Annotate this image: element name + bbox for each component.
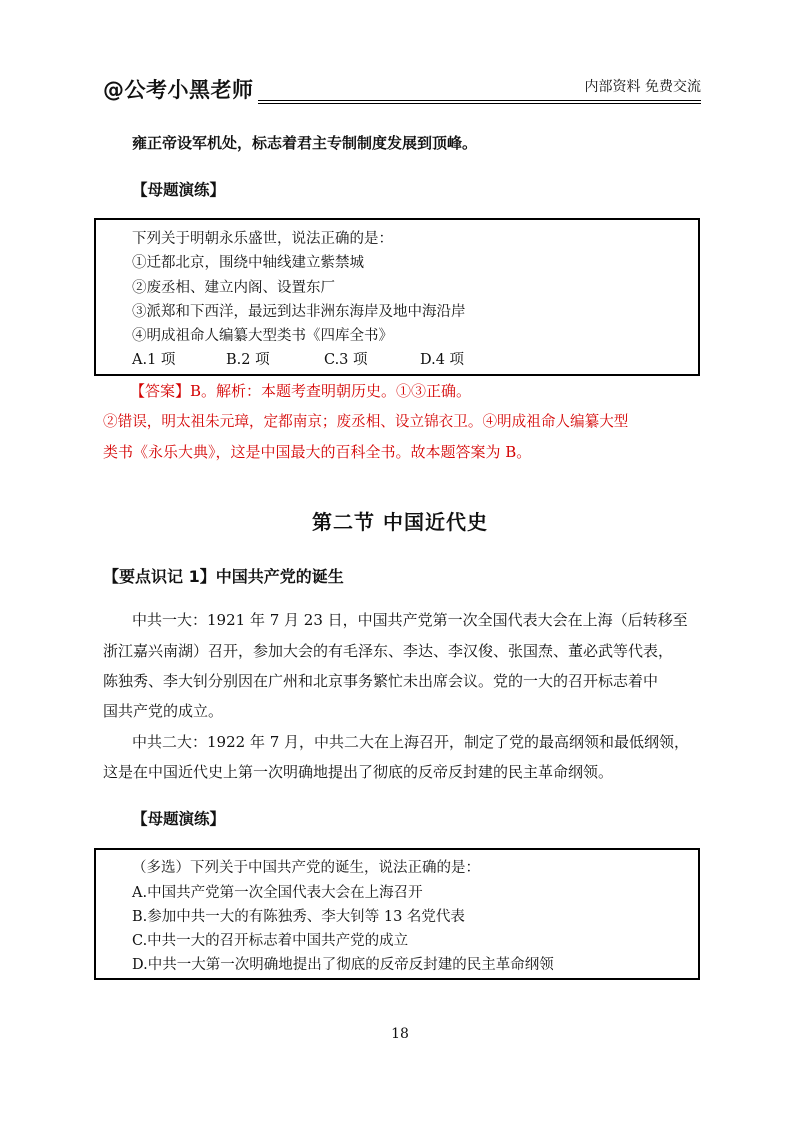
page-number: 18 <box>391 1026 409 1042</box>
practice-label-1: 【母题演练】 <box>132 181 226 199</box>
answer-1-line-3: 类书《永乐大典》，这是中国最大的百科全书。故本题答案为 B。 <box>103 443 532 461</box>
body-line-6: 这是在中国近代史上第一次明确地提出了彻底的反帝反封建的民主革命纲领。 <box>103 763 614 781</box>
q2-option-a: A.中国共产党第一次全国代表大会在上海召开 <box>132 885 423 901</box>
answer-1-line-2: ②错误，明太祖朱元璋，定都南京；废丞相、设立锦衣卫。④明成祖命人编纂大型 <box>103 413 629 430</box>
body-line-1: 中共一大：1921 年 7 月 23 日，中国共产党第一次全国代表大会在上海（后转移至 <box>132 611 688 629</box>
q1-item-2: ②废丞相、建立内阁、设置东厂 <box>132 280 335 296</box>
practice-label-2: 【母题演练】 <box>132 810 226 828</box>
intro-sentence: 雍正帝设军机处，标志着君主专制制度发展到顶峰。 <box>132 134 478 152</box>
body-line-2: 浙江嘉兴南湖）召开，参加大会的有毛泽东、李达、李汉俊、张国焘、董必武等代表， <box>103 642 674 660</box>
question-box-1 <box>94 218 700 376</box>
answer-1-line-1: 【答案】B。解析：本题考查明朝历史。①③正确。 <box>130 382 472 400</box>
brand-title: @公考小黑老师 <box>103 78 254 102</box>
q1-option-d: D.4 项 <box>420 352 465 368</box>
header-rule <box>258 100 701 104</box>
point-title: 【要点识记 1】中国共产党的诞生 <box>103 567 344 586</box>
q1-item-3: ③派郑和下西洋，最远到达非洲东海岸及地中海沿岸 <box>132 304 466 320</box>
body-line-4: 国共产党的成立。 <box>103 702 224 720</box>
section-title: 第二节 中国近代史 <box>312 510 488 534</box>
q2-option-d: D.中共一大第一次明确地提出了彻底的反帝反封建的民主革命纲领 <box>132 957 554 973</box>
q1-option-a: A.1 项 <box>132 352 176 368</box>
question-box-2 <box>94 848 700 980</box>
q2-stem: （多选）下列关于中国共产党的诞生，说法正确的是： <box>132 860 480 876</box>
q1-option-c: C.3 项 <box>324 352 368 368</box>
body-line-5: 中共二大：1922 年 7 月，中共二大在上海召开，制定了党的最高纲领和最低纲领， <box>132 733 690 751</box>
q1-item-1: ①迁都北京，围绕中轴线建立紫禁城 <box>132 255 364 271</box>
q2-option-b: B.参加中共一大的有陈独秀、李大钊等 13 名党代表 <box>132 909 465 925</box>
q2-option-c: C.中共一大的召开标志着中国共产党的成立 <box>132 933 409 949</box>
header-tag: 内部资料 免费交流 <box>584 79 701 95</box>
body-line-3: 陈独秀、李大钊分别因在广州和北京事务繁忙未出席会议。党的一大的召开标志着中 <box>103 672 659 690</box>
q1-option-b: B.2 项 <box>226 352 270 368</box>
q1-stem: 下列关于明朝永乐盛世，说法正确的是： <box>132 231 393 247</box>
q1-item-4: ④明成祖命人编纂大型类书《四库全书》 <box>132 328 393 344</box>
page-header <box>103 76 701 104</box>
